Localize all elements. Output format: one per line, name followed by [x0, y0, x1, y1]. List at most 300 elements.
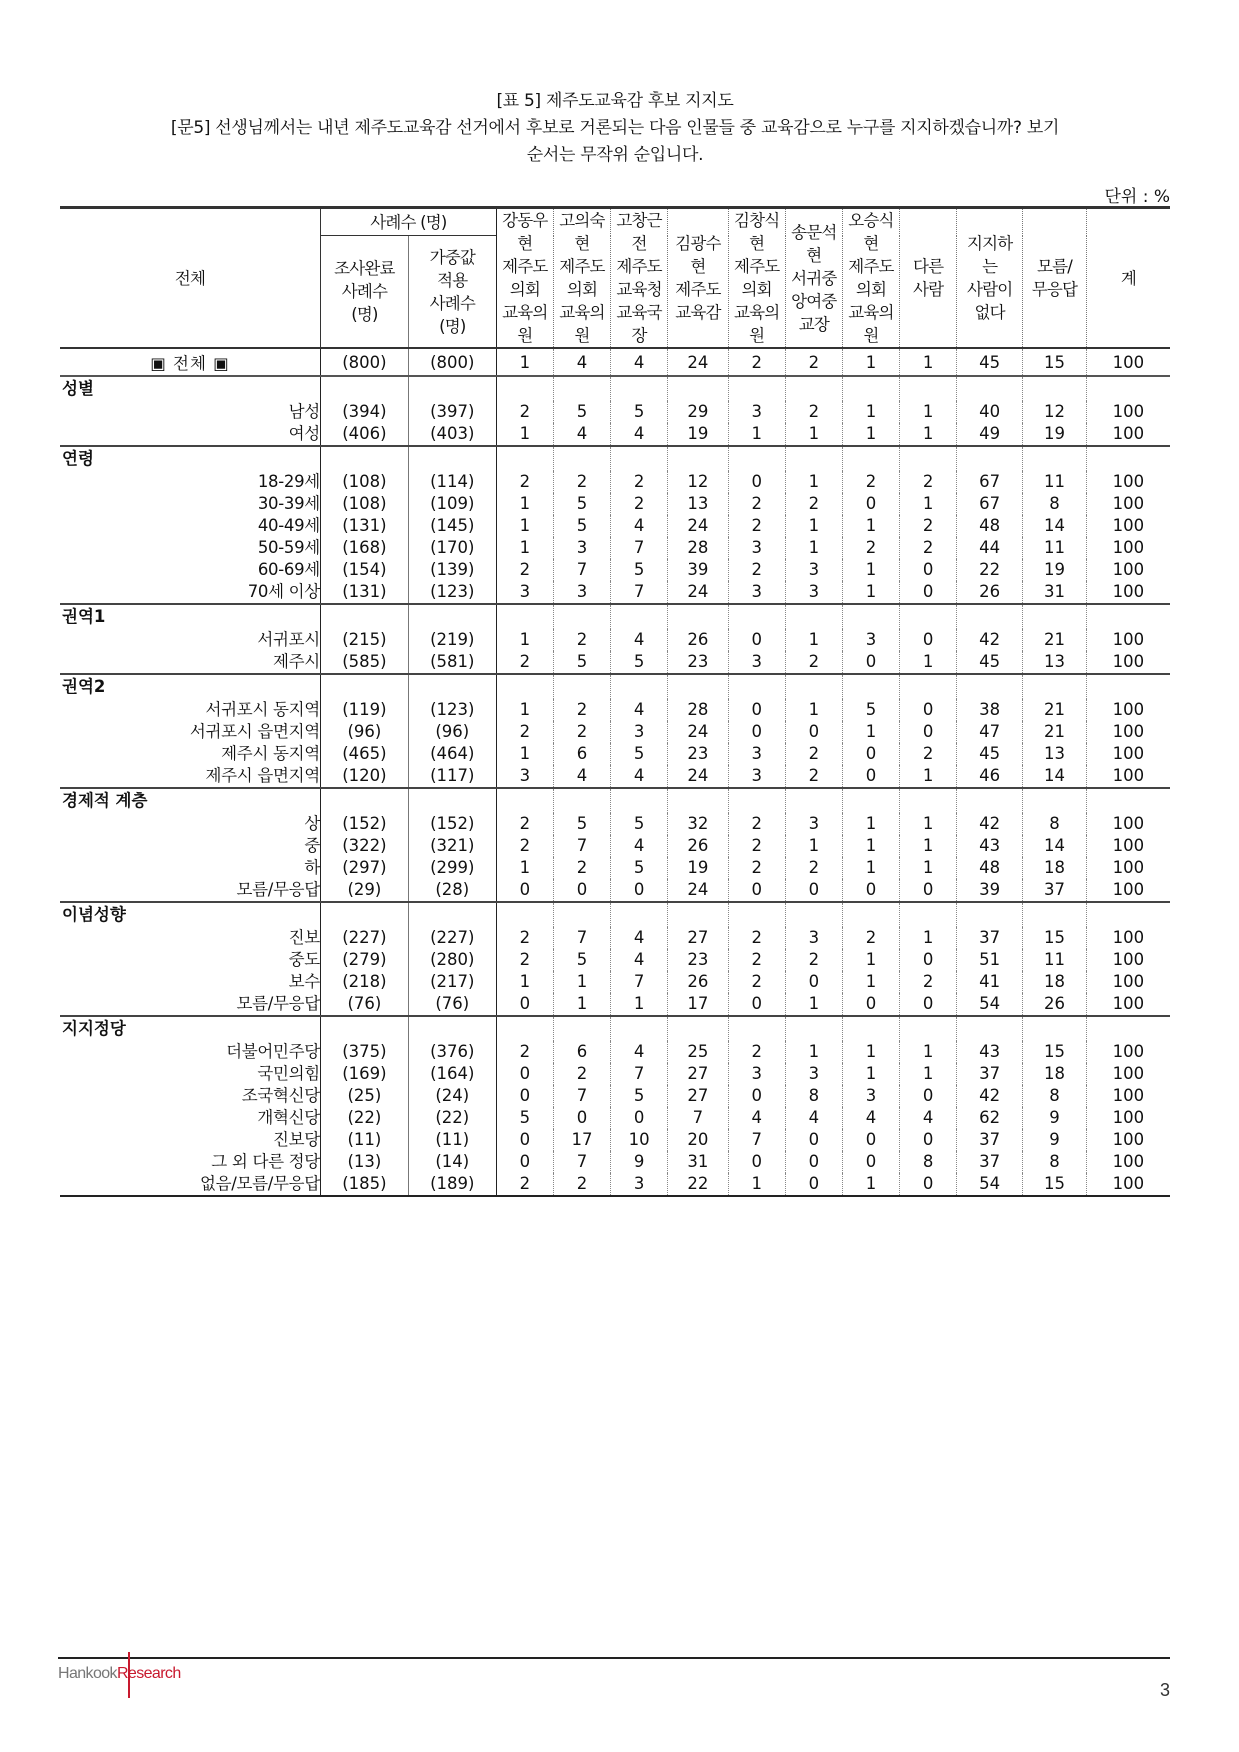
value-cell: 22 — [668, 1173, 728, 1196]
value-cell: 5 — [553, 949, 610, 971]
value-cell: 2 — [553, 699, 610, 721]
empty-cell — [611, 376, 668, 401]
value-cell: 3 — [728, 765, 785, 788]
value-cell: 0 — [553, 1107, 610, 1129]
table-title: [표 5] 제주도교육감 후보 지지도 — [496, 91, 734, 111]
value-cell: 7 — [553, 559, 610, 581]
value-cell: 1 — [496, 629, 553, 651]
header-line: 제주도 — [559, 257, 605, 276]
empty-cell — [611, 902, 668, 927]
value-cell: 1 — [842, 721, 899, 743]
value-cell: 100 — [1086, 971, 1170, 993]
empty-cell — [668, 1016, 728, 1041]
value-cell: 2 — [785, 651, 842, 674]
row-label: 중도 — [288, 950, 320, 969]
value-cell: 2 — [496, 471, 553, 493]
empty-cell — [842, 376, 899, 401]
header-col — [1023, 208, 1087, 349]
total-value: 15 — [1023, 348, 1087, 376]
value-cell: 1 — [900, 401, 957, 423]
group-header-row — [60, 604, 1170, 629]
value-cell: 1 — [785, 423, 842, 446]
value-cell: 18 — [1023, 1063, 1087, 1085]
header-line: 다른 — [912, 257, 944, 276]
completed-n: (215) — [320, 629, 408, 651]
value-cell: 12 — [1023, 401, 1087, 423]
value-cell: 4 — [900, 1107, 957, 1129]
completed-n: (108) — [320, 493, 408, 515]
value-cell: 100 — [1086, 1173, 1170, 1196]
value-cell: 9 — [1023, 1129, 1087, 1151]
value-cell: 1 — [785, 515, 842, 537]
empty-cell — [957, 902, 1023, 927]
empty-cell — [1023, 674, 1087, 699]
empty-cell — [900, 446, 957, 471]
empty-cell — [728, 788, 785, 813]
header-line: 사람 — [912, 280, 944, 299]
value-cell: 1 — [900, 813, 957, 835]
completed-n: (297) — [320, 857, 408, 879]
table-row — [60, 1063, 1170, 1085]
value-cell: 28 — [668, 699, 728, 721]
header-line: 조사완료 — [334, 259, 395, 279]
row-label: 모름/무응답 — [236, 994, 320, 1013]
header-line: 고의숙 — [559, 211, 605, 230]
header-line: 원 — [863, 326, 879, 345]
empty-cell — [320, 604, 408, 629]
value-cell: 5 — [611, 1085, 668, 1107]
value-cell: 3 — [496, 581, 553, 604]
empty-cell — [842, 604, 899, 629]
header-line: 의회 — [855, 280, 887, 299]
question-text: [문5] 선생님께서는 내년 제주도교육감 선거에서 후보로 거론되는 다음 인물들 중 교육감으로 누구를 지지하겠습니까? 보기 — [170, 118, 1060, 138]
header-line: 현 — [574, 234, 590, 253]
value-cell: 24 — [668, 879, 728, 902]
row-label: 제주시 동지역 — [221, 744, 320, 763]
empty-cell — [611, 788, 668, 813]
value-cell: 1 — [842, 559, 899, 581]
header-line: 교육감 — [675, 303, 721, 322]
group-header-row — [60, 902, 1170, 927]
table-row — [60, 721, 1170, 743]
value-cell: 54 — [957, 1173, 1023, 1196]
weighted-n: (11) — [408, 1129, 496, 1151]
value-cell: 4 — [553, 423, 610, 446]
value-cell: 2 — [553, 721, 610, 743]
header-col — [842, 208, 899, 349]
empty-cell — [320, 1016, 408, 1041]
value-cell: 62 — [957, 1107, 1023, 1129]
total-value: 1 — [842, 348, 899, 376]
value-cell: 1 — [900, 1041, 957, 1063]
row-label: 70세 이상 — [247, 582, 320, 601]
table-row — [60, 1041, 1170, 1063]
value-cell: 43 — [957, 835, 1023, 857]
row-label: 서귀포시 읍면지역 — [189, 722, 320, 741]
value-cell: 24 — [668, 515, 728, 537]
value-cell: 17 — [668, 993, 728, 1016]
total-row-label: ▣ 전체 ▣ — [60, 348, 320, 376]
row-label: 여성 — [288, 424, 320, 443]
header-line: 강동우 — [502, 211, 548, 230]
table-row — [60, 927, 1170, 949]
value-cell: 5 — [496, 1107, 553, 1129]
value-cell: 6 — [553, 1041, 610, 1063]
weighted-n: (397) — [408, 401, 496, 423]
value-cell: 31 — [668, 1151, 728, 1173]
header-col — [1086, 208, 1170, 349]
value-cell: 8 — [1023, 1085, 1087, 1107]
value-cell: 0 — [842, 993, 899, 1016]
value-cell: 11 — [1023, 471, 1087, 493]
value-cell: 2 — [900, 471, 957, 493]
value-cell: 8 — [1023, 1151, 1087, 1173]
value-cell: 7 — [668, 1107, 728, 1129]
value-cell: 4 — [611, 1041, 668, 1063]
header-line: 제주도 — [848, 257, 894, 276]
row-label: 서귀포시 동지역 — [205, 700, 320, 719]
table-row — [60, 537, 1170, 559]
value-cell: 0 — [611, 879, 668, 902]
value-cell: 2 — [900, 537, 957, 559]
value-cell: 4 — [611, 699, 668, 721]
value-cell: 0 — [496, 1151, 553, 1173]
header-line: 서귀중 — [791, 268, 837, 288]
value-cell: 4 — [611, 423, 668, 446]
weighted-n: (117) — [408, 765, 496, 788]
value-cell: 14 — [1023, 765, 1087, 788]
header-line: 제주도 — [675, 280, 721, 299]
value-cell: 1 — [496, 423, 553, 446]
value-cell: 2 — [785, 857, 842, 879]
value-cell: 0 — [900, 581, 957, 604]
value-cell: 5 — [611, 813, 668, 835]
empty-cell — [728, 1016, 785, 1041]
value-cell: 37 — [957, 1151, 1023, 1173]
value-cell: 100 — [1086, 927, 1170, 949]
value-cell: 26 — [1023, 993, 1087, 1016]
group-label: 권역2 — [60, 674, 320, 699]
weighted-n: (96) — [408, 721, 496, 743]
total-value: 100 — [1086, 348, 1170, 376]
value-cell: 1 — [842, 857, 899, 879]
empty-cell — [900, 1016, 957, 1041]
empty-cell — [1086, 1016, 1170, 1041]
empty-cell — [496, 446, 553, 471]
empty-cell — [1023, 446, 1087, 471]
value-cell: 4 — [728, 1107, 785, 1129]
table-row — [60, 813, 1170, 835]
header-row-label: 전체 — [60, 208, 320, 349]
empty-cell — [728, 674, 785, 699]
value-cell: 100 — [1086, 993, 1170, 1016]
header-line: 현 — [517, 234, 533, 253]
row-label: 보수 — [288, 972, 320, 991]
value-cell: 15 — [1023, 1041, 1087, 1063]
weighted-n: (24) — [408, 1085, 496, 1107]
weighted-n: (14) — [408, 1151, 496, 1173]
empty-cell — [320, 446, 408, 471]
empty-cell — [553, 446, 610, 471]
value-cell: 5 — [553, 813, 610, 835]
row-label: 60-69세 — [257, 560, 320, 579]
empty-cell — [668, 902, 728, 927]
header-col — [496, 208, 553, 349]
table-row — [60, 1173, 1170, 1196]
completed-n: (465) — [320, 743, 408, 765]
value-cell: 3 — [728, 537, 785, 559]
weighted-n: (109) — [408, 493, 496, 515]
header-line: 가중값 — [429, 247, 476, 267]
value-cell: 7 — [553, 927, 610, 949]
empty-cell — [611, 1016, 668, 1041]
value-cell: 100 — [1086, 1129, 1170, 1151]
value-cell: 2 — [553, 1063, 610, 1085]
value-cell: 8 — [785, 1085, 842, 1107]
value-cell: 100 — [1086, 651, 1170, 674]
value-cell: 67 — [957, 471, 1023, 493]
total-value: 45 — [957, 348, 1023, 376]
empty-cell — [611, 446, 668, 471]
empty-cell — [842, 1016, 899, 1041]
value-cell: 8 — [1023, 493, 1087, 515]
weighted-n: (145) — [408, 515, 496, 537]
table-row — [60, 949, 1170, 971]
empty-cell — [842, 446, 899, 471]
value-cell: 1 — [842, 401, 899, 423]
value-cell: 0 — [842, 1129, 899, 1151]
value-cell: 54 — [957, 993, 1023, 1016]
empty-cell — [1086, 446, 1170, 471]
value-cell: 0 — [728, 471, 785, 493]
value-cell: 39 — [668, 559, 728, 581]
value-cell: 48 — [957, 857, 1023, 879]
empty-cell — [957, 604, 1023, 629]
empty-cell — [785, 902, 842, 927]
value-cell: 29 — [668, 401, 728, 423]
table-row — [60, 765, 1170, 788]
value-cell: 19 — [668, 423, 728, 446]
header-line: 사례수 — [429, 293, 476, 313]
logo-text-research: Research — [116, 1665, 181, 1682]
empty-cell — [496, 674, 553, 699]
header-line: 사람이 — [966, 280, 1013, 299]
value-cell: 1 — [842, 1041, 899, 1063]
value-cell: 19 — [668, 857, 728, 879]
value-cell: 0 — [900, 1129, 957, 1151]
value-cell: 1 — [785, 537, 842, 559]
value-cell: 0 — [900, 629, 957, 651]
value-cell: 1 — [785, 629, 842, 651]
value-cell: 2 — [611, 471, 668, 493]
value-cell: 100 — [1086, 1085, 1170, 1107]
value-cell: 1 — [900, 423, 957, 446]
value-cell: 7 — [728, 1129, 785, 1151]
empty-cell — [553, 674, 610, 699]
value-cell: 5 — [553, 493, 610, 515]
row-label: 제주시 — [273, 652, 320, 671]
header-line: 원 — [517, 326, 533, 345]
row-label: 국민의힘 — [257, 1064, 320, 1083]
weighted-n: (114) — [408, 471, 496, 493]
value-cell: 7 — [553, 835, 610, 857]
empty-cell — [728, 446, 785, 471]
total-value: 4 — [553, 348, 610, 376]
value-cell: 27 — [668, 927, 728, 949]
empty-cell — [320, 788, 408, 813]
weighted-n: (217) — [408, 971, 496, 993]
value-cell: 3 — [728, 651, 785, 674]
value-cell: 4 — [785, 1107, 842, 1129]
value-cell: 0 — [785, 1129, 842, 1151]
weighted-n: (581) — [408, 651, 496, 674]
weighted-n: (464) — [408, 743, 496, 765]
header-line: 현 — [806, 245, 822, 265]
empty-cell — [728, 902, 785, 927]
completed-n: (322) — [320, 835, 408, 857]
empty-cell — [320, 902, 408, 927]
value-cell: 2 — [496, 651, 553, 674]
value-cell: 1 — [496, 515, 553, 537]
value-cell: 0 — [728, 699, 785, 721]
value-cell: 2 — [728, 949, 785, 971]
value-cell: 1 — [553, 971, 610, 993]
completed-n: (279) — [320, 949, 408, 971]
table-row — [60, 699, 1170, 721]
value-cell: 2 — [496, 1041, 553, 1063]
table-row — [60, 743, 1170, 765]
value-cell: 2 — [496, 835, 553, 857]
table-header — [60, 208, 1170, 349]
header-line: 모름/ — [1036, 257, 1073, 276]
value-cell: 4 — [553, 765, 610, 788]
value-cell: 2 — [785, 743, 842, 765]
value-cell: 28 — [668, 537, 728, 559]
value-cell: 51 — [957, 949, 1023, 971]
header-line: 없다 — [974, 303, 1005, 322]
value-cell: 100 — [1086, 581, 1170, 604]
empty-cell — [957, 446, 1023, 471]
empty-cell — [408, 604, 496, 629]
value-cell: 0 — [785, 971, 842, 993]
value-cell: 24 — [668, 765, 728, 788]
value-cell: 1 — [842, 835, 899, 857]
value-cell: 1 — [842, 581, 899, 604]
total-row — [60, 348, 1170, 376]
weighted-n: (321) — [408, 835, 496, 857]
empty-cell — [842, 788, 899, 813]
value-cell: 1 — [900, 765, 957, 788]
value-cell: 3 — [728, 401, 785, 423]
empty-cell — [842, 674, 899, 699]
header-line: 송문석 — [791, 222, 837, 242]
header-sample-size-group: 사례수 (명) — [320, 208, 496, 236]
value-cell: 1 — [842, 423, 899, 446]
value-cell: 1 — [785, 471, 842, 493]
table-row — [60, 1129, 1170, 1151]
value-cell: 37 — [957, 1129, 1023, 1151]
value-cell: 3 — [553, 581, 610, 604]
value-cell: 20 — [668, 1129, 728, 1151]
completed-n: (227) — [320, 927, 408, 949]
value-cell: 17 — [553, 1129, 610, 1151]
header-line: 교육의 — [559, 303, 605, 322]
empty-cell — [900, 604, 957, 629]
value-cell: 2 — [728, 515, 785, 537]
value-cell: 49 — [957, 423, 1023, 446]
value-cell: 0 — [728, 993, 785, 1016]
weighted-n: (76) — [408, 993, 496, 1016]
value-cell: 44 — [957, 537, 1023, 559]
row-label: 중 — [304, 836, 320, 855]
row-label: 모름/무응답 — [236, 880, 320, 899]
value-cell: 100 — [1086, 537, 1170, 559]
row-label: 50-59세 — [257, 538, 320, 557]
value-cell: 2 — [785, 401, 842, 423]
empty-cell — [1023, 902, 1087, 927]
weighted-n: (28) — [408, 879, 496, 902]
value-cell: 2 — [842, 927, 899, 949]
value-cell: 9 — [1023, 1107, 1087, 1129]
value-cell: 48 — [957, 515, 1023, 537]
value-cell: 2 — [553, 857, 610, 879]
group-label: 권역1 — [60, 604, 320, 629]
completed-n: (131) — [320, 581, 408, 604]
row-label: 조국혁신당 — [241, 1086, 320, 1105]
value-cell: 100 — [1086, 949, 1170, 971]
value-cell: 21 — [1023, 699, 1087, 721]
row-label: 진보당 — [273, 1130, 320, 1149]
header-line: 지지하 — [966, 234, 1013, 253]
value-cell: 1 — [842, 949, 899, 971]
empty-cell — [728, 376, 785, 401]
value-cell: 1 — [900, 1063, 957, 1085]
value-cell: 0 — [611, 1107, 668, 1129]
weighted-n: (227) — [408, 927, 496, 949]
value-cell: 3 — [496, 765, 553, 788]
completed-n: (131) — [320, 515, 408, 537]
value-cell: 100 — [1086, 743, 1170, 765]
header-line: 현 — [863, 234, 879, 253]
value-cell: 100 — [1086, 423, 1170, 446]
value-cell: 100 — [1086, 559, 1170, 581]
value-cell: 0 — [900, 699, 957, 721]
empty-cell — [668, 674, 728, 699]
empty-cell — [668, 604, 728, 629]
value-cell: 1 — [728, 423, 785, 446]
value-cell: 1 — [842, 1063, 899, 1085]
value-cell: 0 — [496, 993, 553, 1016]
empty-cell — [496, 788, 553, 813]
value-cell: 100 — [1086, 699, 1170, 721]
value-cell: 3 — [728, 743, 785, 765]
empty-cell — [1086, 902, 1170, 927]
value-cell: 1 — [785, 1041, 842, 1063]
empty-cell — [611, 604, 668, 629]
empty-cell — [408, 902, 496, 927]
empty-cell — [668, 446, 728, 471]
empty-cell — [408, 1016, 496, 1041]
weighted-n: (170) — [408, 537, 496, 559]
value-cell: 3 — [842, 629, 899, 651]
group-header-row — [60, 674, 1170, 699]
value-cell: 100 — [1086, 1107, 1170, 1129]
value-cell: 2 — [728, 559, 785, 581]
header-col — [668, 208, 728, 349]
value-cell: 0 — [785, 879, 842, 902]
value-cell: 39 — [957, 879, 1023, 902]
header-line: 제주도 — [733, 257, 780, 276]
